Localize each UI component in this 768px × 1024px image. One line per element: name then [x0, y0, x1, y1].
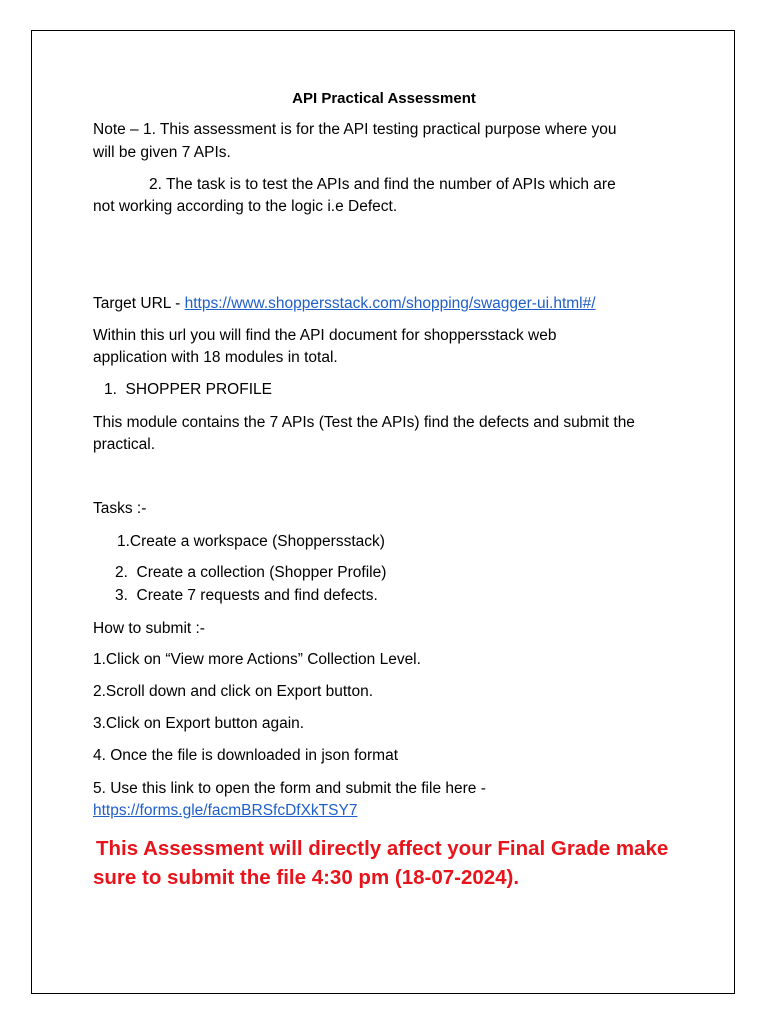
module-desc-line-1: This module contains the 7 APIs (Test the APIs) find the defects and submit the — [93, 414, 635, 431]
target-url-link[interactable]: https://www.shoppersstack.com/shopping/swagger-ui.html#/ — [184, 295, 596, 312]
module-list-item: 1. SHOPPER PROFILE — [104, 381, 272, 398]
target-url-label: Target URL - — [93, 295, 185, 312]
within-line-2: application with 18 modules in total. — [93, 349, 338, 366]
submit-step: 1.Click on “View more Actions” Collection Level. — [93, 651, 421, 668]
form-link[interactable]: https://forms.gle/facmBRSfcDfXkTSY7 — [93, 802, 358, 819]
note2-line-1: 2. The task is to test the APIs and find the number of APIs which are — [149, 176, 616, 193]
tasks-heading: Tasks :- — [93, 500, 147, 517]
submit-step: 4. Once the file is downloaded in json format — [93, 747, 399, 764]
submit-step: 3.Click on Export button again. — [93, 715, 305, 732]
within-line-1: Within this url you will find the API document for shoppersstack web — [93, 327, 557, 344]
submit-step: 5. Use this link to open the form and submit the file here - — [93, 780, 486, 797]
task-item: 2. Create a collection (Shopper Profile) — [115, 564, 387, 581]
note-line-1: Note – 1. This assessment is for the API testing practical purpose where you — [93, 121, 617, 138]
task-item: 3. Create 7 requests and find defects. — [115, 587, 378, 604]
note-line-2: will be given 7 APIs. — [93, 144, 231, 161]
grade-warning-line-2: sure to submit the file 4:30 pm (18-07-2024). — [93, 866, 520, 889]
task-item: 1.Create a workspace (Shoppersstack) — [117, 533, 385, 550]
note2-line-2: not working according to the logic i.e Defect. — [93, 198, 398, 215]
form-link-line — [93, 800, 357, 822]
document-title: API Practical Assessment — [292, 90, 476, 107]
submit-heading: How to submit :- — [93, 620, 205, 637]
module-desc-line-2: practical. — [93, 436, 156, 453]
grade-warning-line-1: This Assessment will directly affect your Final Grade make — [96, 837, 669, 860]
submit-step: 2.Scroll down and click on Export button. — [93, 683, 374, 700]
target-url-line — [93, 293, 596, 315]
grade-warning — [93, 834, 668, 892]
